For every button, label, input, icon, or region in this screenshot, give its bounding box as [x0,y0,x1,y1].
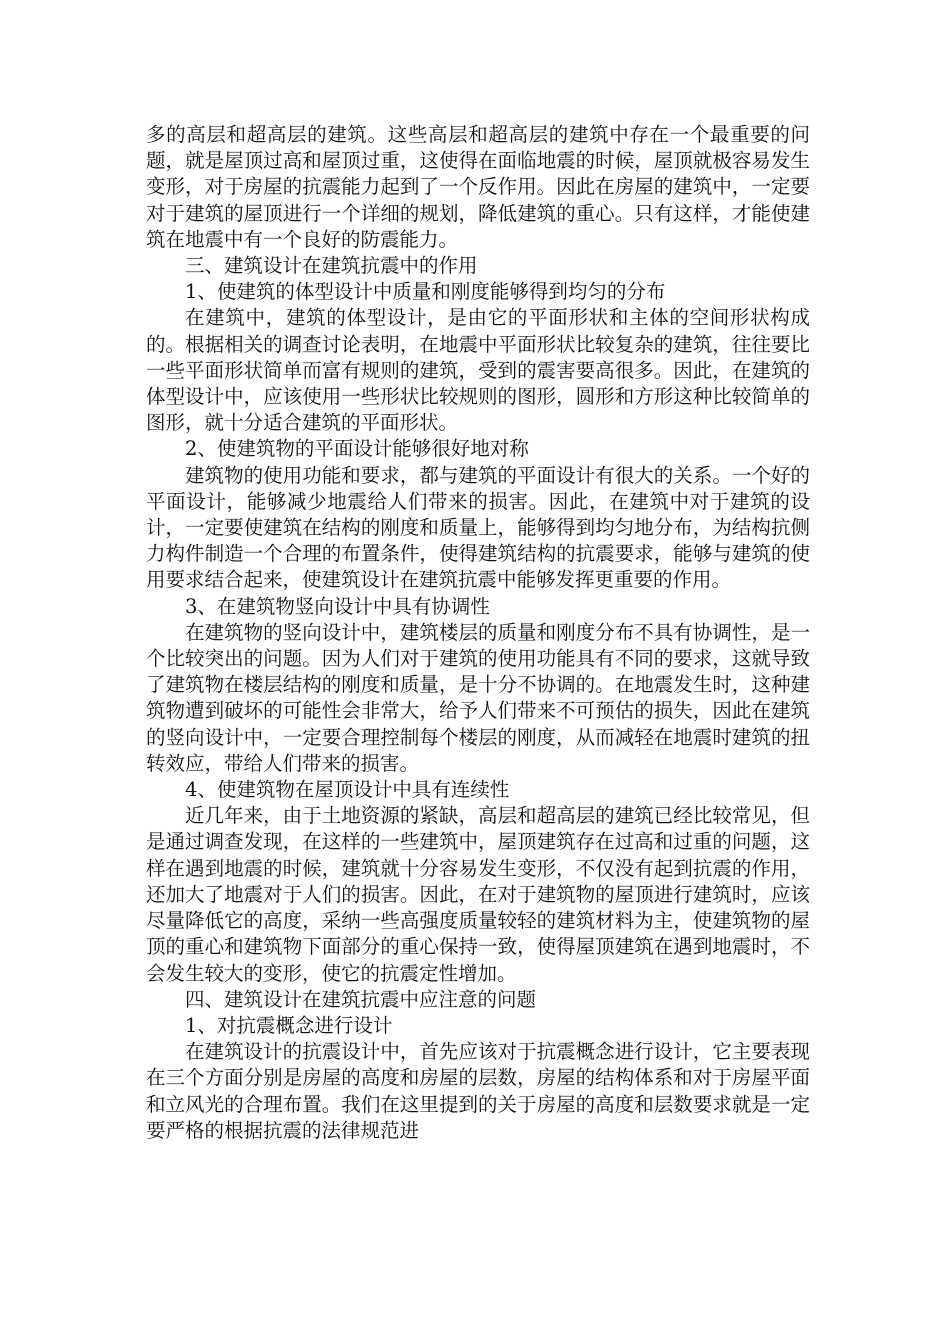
subheading-3-2: 2、使建筑物的平面设计能够很好地对称 [185,437,529,461]
paragraph-continued: 多的高层和超高层的建筑。这些高层和超高层的建筑中存在一个最重要的问题，就是屋顶过高和屋顶过重，这使得在面临地震的时候，屋顶就极容易发生变形，对于房屋的抗震能力起到了一个反作用。因此在房屋的建筑中，一定要对于建筑的屋顶进行一个详细的规划，降低建筑的重心。只有这样，才能使建筑在地震中有一个良好的防震能力。 [146,123,810,251]
subheading-3-3: 3、在建筑物竖向设计中具有协调性 [185,594,490,618]
paragraph-3-2: 建筑物的使用功能和要求，都与建筑的平面设计有很大的关系。一个好的平面设计，能够减少地震给人们带来的损害。因此，在建筑中对于建筑的设计，一定要使建筑在结构的刚度和质量上，能够得到均匀地分布，为结构抗侧力构件制造一个合理的布置条件，使得建筑结构的抗震要求，能够与建筑的使用要求结合起来，使建筑设计在建筑抗震中能够发挥更重要的作用。 [146,463,810,592]
paragraph-3-3: 在建筑物的竖向设计中，建筑楼层的质量和刚度分布不具有协调性，是一个比较突出的问题。因为人们对于建筑的使用功能具有不同的要求，这就导致了建筑物在楼层结构的刚度和质量，是十分不协调的。在地震发生时，这种建筑物遭到破坏的可能性会非常大，给予人们带来不可预估的损失，因此在建筑的竖向设计中，一定要合理控制每个楼层的刚度，从而减轻在地震时建筑的扭转效应，带给人们带来的损害。 [146,620,810,775]
section-heading-4: 四、建筑设计在建筑抗震中应注意的问题 [185,987,537,1011]
section-heading-3: 三、建筑设计在建筑抗震中的作用 [185,254,478,278]
subheading-4-1: 1、对抗震概念进行设计 [185,1013,393,1037]
paragraph-3-4: 近几年来，由于土地资源的紧缺，高层和超高层的建筑已经比较常见，但是通过调查发现，在这样的一些建筑中，屋顶建筑存在过高和过重的问题，这样在遇到地震的时候，建筑就十分容易发生变形，不仅没有起到抗震的作用，还加大了地震对于人们的损害。因此，在对于建筑物的屋顶进行建筑时，应该尽量降低它的高度，采纳一些高强度质量较轻的建筑材料为主，使建筑物的屋顶的重心和建筑物下面部分的重心保持一致，使得屋顶建筑在遇到地震时，不会发生较大的变形，使它的抗震定性增加。 [146,804,810,985]
subheading-3-4: 4、使建筑物在屋顶设计中具有连续性 [185,778,510,802]
document-body [146,122,810,1144]
paragraph-3-1: 在建筑中，建筑的体型设计，是由它的平面形状和主体的空间形状构成的。根据相关的调查讨论表明，在地震中平面形状比较复杂的建筑，往往要比一些平面形状简单而富有规则的建筑，受到的震害要高很多。因此，在建筑的体型设计中，应该使用一些形状比较规则的图形，圆形和方形这种比较简单的图形，就十分适合建筑的平面形状。 [146,306,810,435]
subheading-3-1: 1、使建筑的体型设计中质量和刚度能够得到均匀的分布 [185,280,666,304]
paragraph-4-1: 在建筑设计的抗震设计中，首先应该对于抗震概念进行设计，它主要表现在三个方面分别是房屋的高度和房屋的层数，房屋的结构体系和对于房屋平面和立风光的合理布置。我们在这里提到的关于房屋的高度和层数要求就是一定要严格的根据抗震的法律规范进 [146,1040,810,1142]
